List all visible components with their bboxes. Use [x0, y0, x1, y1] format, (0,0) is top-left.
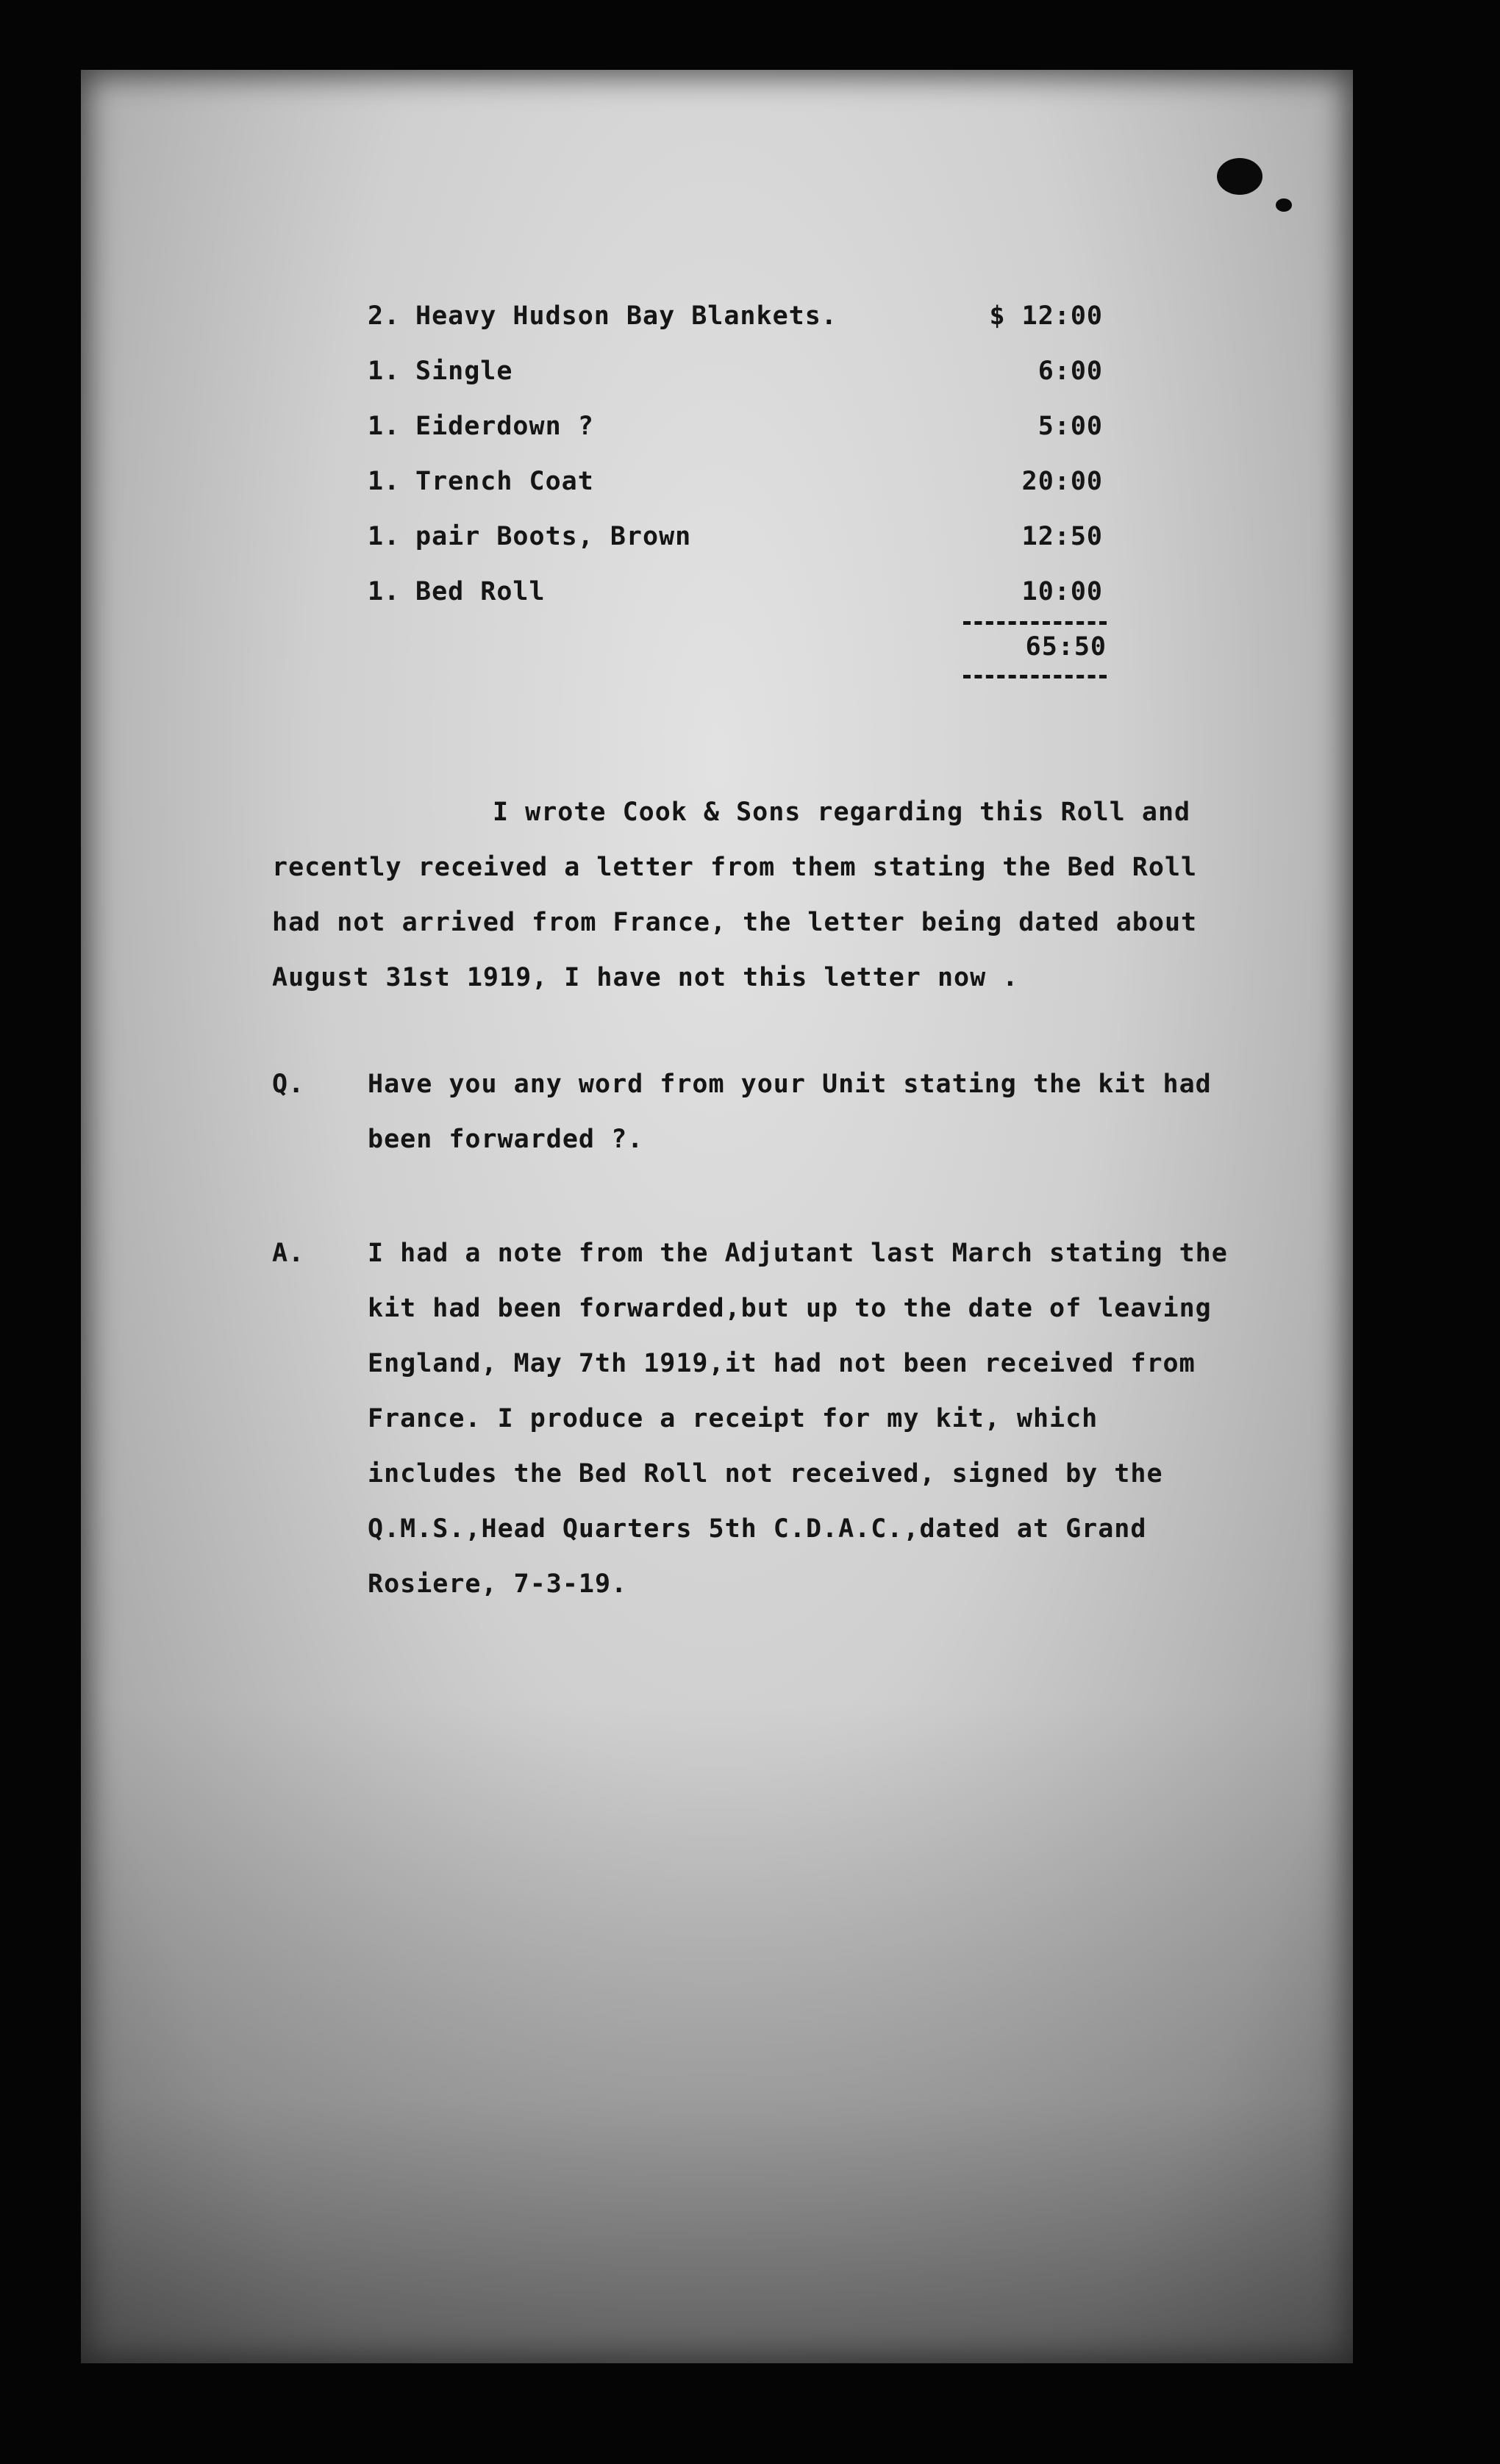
question-line: been forwarded ?.	[368, 1125, 644, 1154]
item-description: Trench Coat	[415, 467, 594, 496]
item-amount: 6:00	[1038, 357, 1103, 386]
total-amount: 65:50	[1025, 632, 1107, 662]
statement-line: August 31st 1919, I have not this letter now .	[272, 963, 1019, 992]
statement-line: I wrote Cook & Sons regarding this Roll and	[493, 798, 1191, 827]
item-quantity: 1.	[368, 357, 401, 386]
item-quantity: 1.	[368, 522, 401, 551]
item-amount: 5:00	[1038, 412, 1103, 441]
item-quantity: 2.	[368, 301, 401, 331]
item-quantity: 1.	[368, 577, 401, 606]
item-quantity: 1.	[368, 467, 401, 496]
total-rule-top	[963, 621, 1107, 625]
item-amount: 12:50	[1021, 522, 1103, 551]
item-amount: $ 12:00	[989, 301, 1103, 331]
item-description: pair Boots, Brown	[415, 522, 692, 551]
kit-item-row	[368, 522, 1103, 559]
answer-line: France. I produce a receipt for my kit, which	[368, 1404, 1099, 1433]
question-line: Have you any word from your Unit stating the kit had	[368, 1070, 1212, 1099]
answer-line: England, May 7th 1919,it had not been received from	[368, 1349, 1196, 1378]
kit-item-row	[368, 301, 1103, 338]
answer-line: Q.M.S.,Head Quarters 5th C.D.A.C.,dated at Grand	[368, 1514, 1147, 1544]
answer-line: Rosiere, 7-3-19.	[368, 1569, 628, 1599]
total-rule-bottom	[963, 675, 1107, 678]
statement-line: recently received a letter from them stating the Bed Roll	[272, 853, 1198, 882]
answer-line: kit had been forwarded,but up to the date of leaving	[368, 1294, 1212, 1323]
statement-line: had not arrived from France, the letter being dated about	[272, 908, 1198, 937]
answer-line: includes the Bed Roll not received, signed by the	[368, 1459, 1163, 1489]
kit-item-row	[368, 467, 1103, 504]
question-marker: Q.	[272, 1070, 305, 1099]
item-description: Bed Roll	[415, 577, 546, 606]
item-description: Single	[415, 357, 513, 386]
item-amount: 20:00	[1021, 467, 1103, 496]
answer-marker: A.	[272, 1239, 305, 1268]
item-description: Eiderdown ?	[415, 412, 594, 441]
item-description: Heavy Hudson Bay Blankets.	[415, 301, 838, 331]
item-quantity: 1.	[368, 412, 401, 441]
answer-line: I had a note from the Adjutant last March stating the	[368, 1239, 1228, 1268]
kit-item-row	[368, 577, 1103, 614]
kit-item-row	[368, 357, 1103, 393]
kit-item-row	[368, 412, 1103, 448]
item-amount: 10:00	[1021, 577, 1103, 606]
